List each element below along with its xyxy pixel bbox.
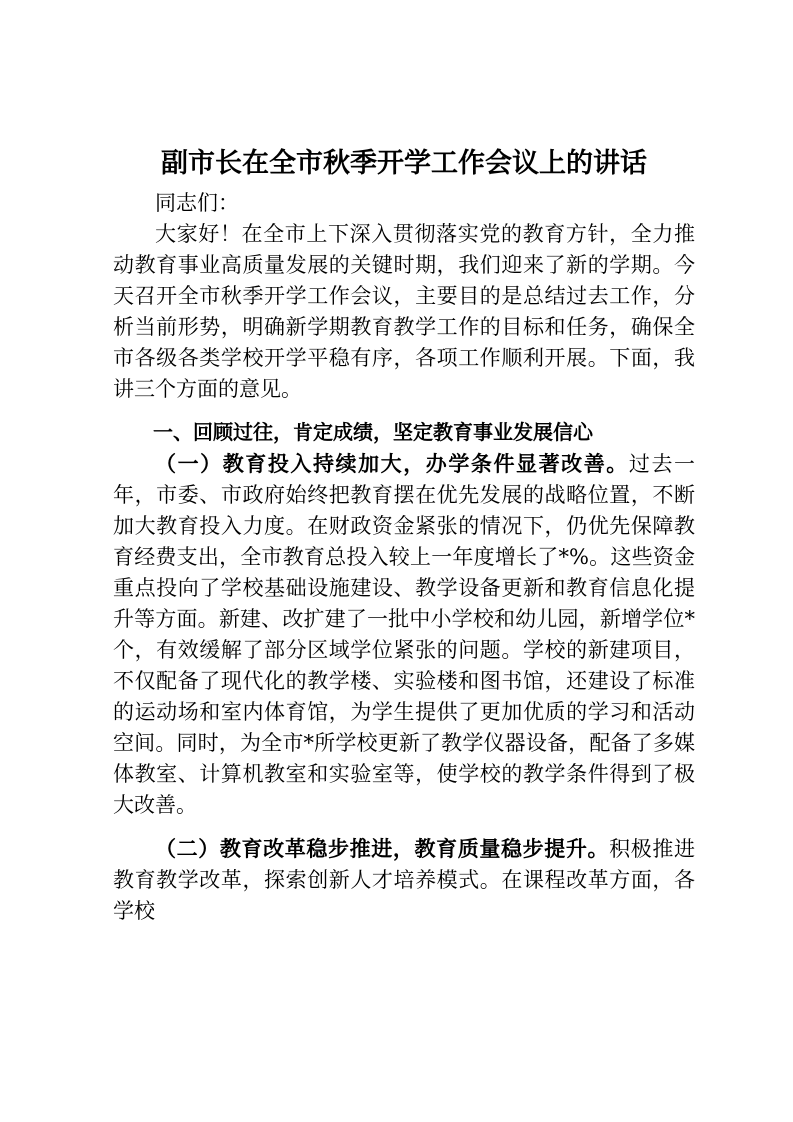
document-title: 副市长在全市秋季开学工作会议上的讲话: [161, 148, 647, 179]
intro-paragraph: 大家好！在全市上下深入贯彻落实党的教育方针，全力推动教育事业高质量发展的关键时期，我们迎来了新的学期。今天召开全市秋季开学工作会议，主要目的是总结过去工作，分析当前形势，明确新学期教育教学工作的目标和任务，确保全市各级各类学校开学平稳有序，各项工作顺利开展。下面，我讲三个方面的意见。: [113, 222, 695, 401]
subsection-2-heading: （二）教育改革稳步推进，教育质量稳步提升。: [155, 836, 610, 861]
salutation: 同志们：: [155, 191, 239, 215]
subsection-1-paragraph: [113, 448, 695, 821]
section-heading-1: 一、回顾过往，肯定成绩，坚定教育事业发展信心: [153, 420, 593, 444]
subsection-1-body: 过去一年，市委、市政府始终把教育摆在优先发展的战略位置，不断加大教育投入力度。在财政资金紧张的情况下，仍优先保障教育经费支出，全市教育总投入较上一年度增长了*%。这些资金重点投向了学校基础设施建设、教学设备更新和教育信息化提升等方面。新建、改扩建了一批中小学校和幼儿园，新增学位*个，有效缓解了部分区域学位紧张的问题。学校的新建项目，不仅配备了现代化的教学楼、实验楼和图书馆，还建设了标准的运动场和室内体育馆，为学生提供了更加优质的学习和活动空间。同时，为全市*所学校更新了教学仪器设备，配备了多媒体教室、计算机教室和实验室等，使学校的教学条件得到了极大改善。: [113, 452, 696, 817]
subsection-1-heading: （一）教育投入持续加大，办学条件显著改善。: [155, 451, 629, 476]
subsection-2-body: 积极推进教育教学改革，探索创新人才培养模式。在课程改革方面，各学校: [113, 837, 695, 923]
subsection-2-paragraph: [113, 833, 695, 927]
document-page: [113, 140, 695, 927]
